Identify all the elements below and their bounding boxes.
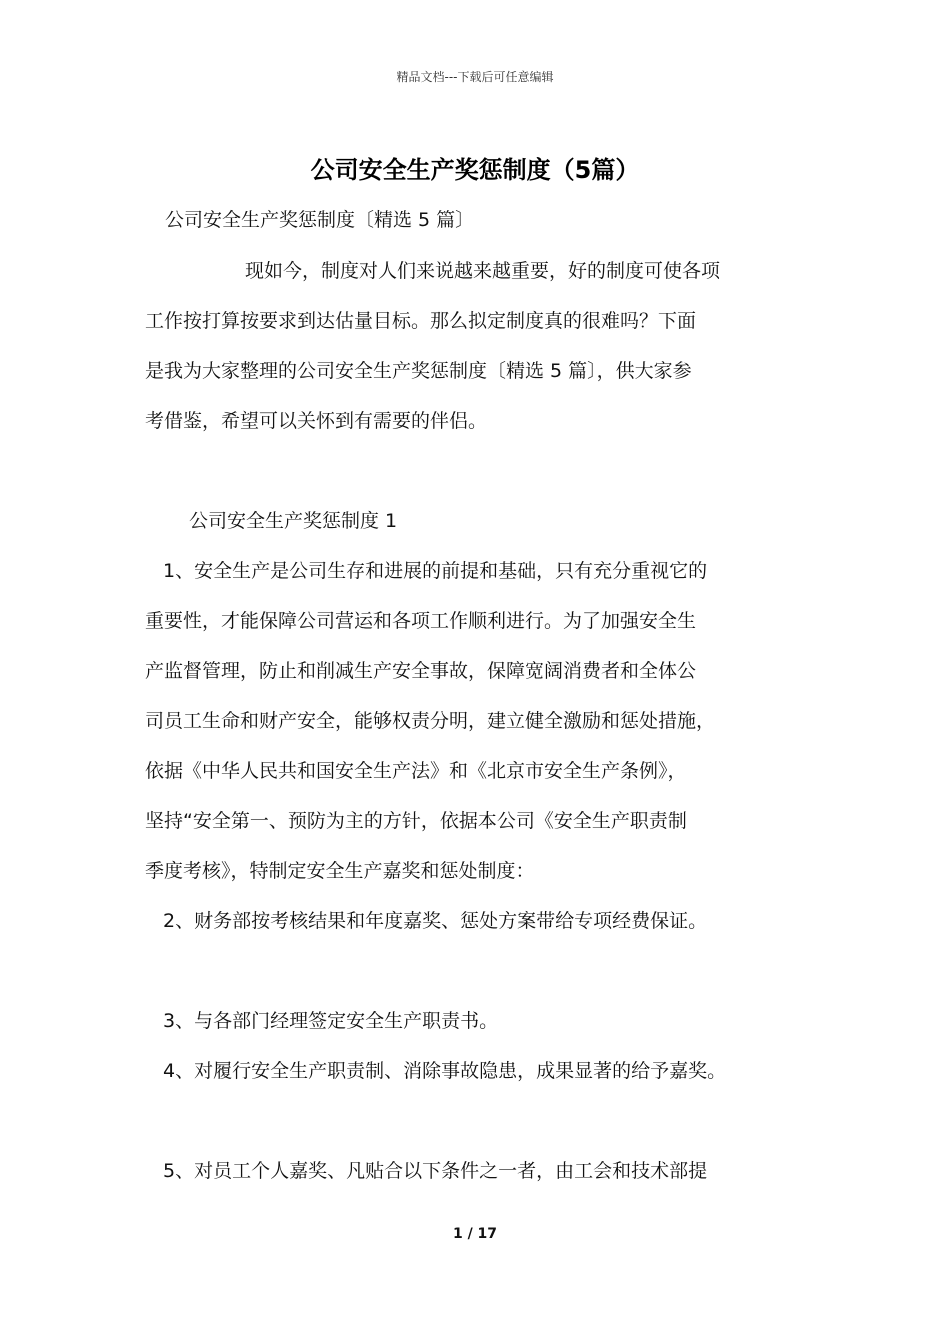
item1-line-2: 重要性，才能保障公司营运和各项工作顺利进行。为了加强安全生 xyxy=(145,610,697,632)
section-heading: 公司安全生产奖惩制度 1 xyxy=(189,510,398,532)
page-number: 1 / 17 xyxy=(452,1226,498,1242)
intro-line-4: 考借鉴，希望可以关怀到有需要的伴侣。 xyxy=(145,410,488,432)
item2-text: 2、财务部按考核结果和年度嘉奖、惩处方案带给专项经费保证。 xyxy=(163,910,708,932)
item1-line-3: 产监督管理，防止和削减生产安全事故，保障宽阔消费者和全体公 xyxy=(145,660,697,682)
intro-line-3: 是我为大家整理的公司安全生产奖惩制度〔精选 5 篇〕，供大家参 xyxy=(145,360,692,382)
page-header: 精品文档---下载后可任意编辑 xyxy=(396,70,554,84)
subtitle: 公司安全生产奖惩制度〔精选 5 篇〕 xyxy=(165,209,475,231)
document-title: 公司安全生产奖惩制度（5篇） xyxy=(310,156,640,184)
item1-line-7: 季度考核》，特制定安全生产嘉奖和惩处制度： xyxy=(145,860,535,882)
item5-text: 5、对员工个人嘉奖、凡贴合以下条件之一者，由工会和技术部提 xyxy=(163,1160,708,1182)
item3-text: 3、与各部门经理签定安全生产职责书。 xyxy=(163,1010,499,1032)
item1-line-1: 1、安全生产是公司生存和进展的前提和基础，只有充分重视它的 xyxy=(163,560,708,582)
intro-line-2: 工作按打算按要求到达估量目标。那么拟定制度真的很难吗？下面 xyxy=(145,310,697,332)
item1-line-4: 司员工生命和财产安全，能够权责分明，建立健全激励和惩处措施， xyxy=(145,710,716,732)
item4-text: 4、对履行安全生产职责制、消除事故隐患，成果显著的给予嘉奖。 xyxy=(163,1060,727,1082)
intro-line-1: 现如今，制度对人们来说越来越重要，好的制度可使各项 xyxy=(245,260,721,282)
item1-line-6: 坚持“安全第一、预防为主的方针，依据本公司《安全生产职责制 xyxy=(145,810,687,832)
item1-line-5: 依据《中华人民共和国安全生产法》和《北京市安全生产条例》， xyxy=(145,760,687,782)
